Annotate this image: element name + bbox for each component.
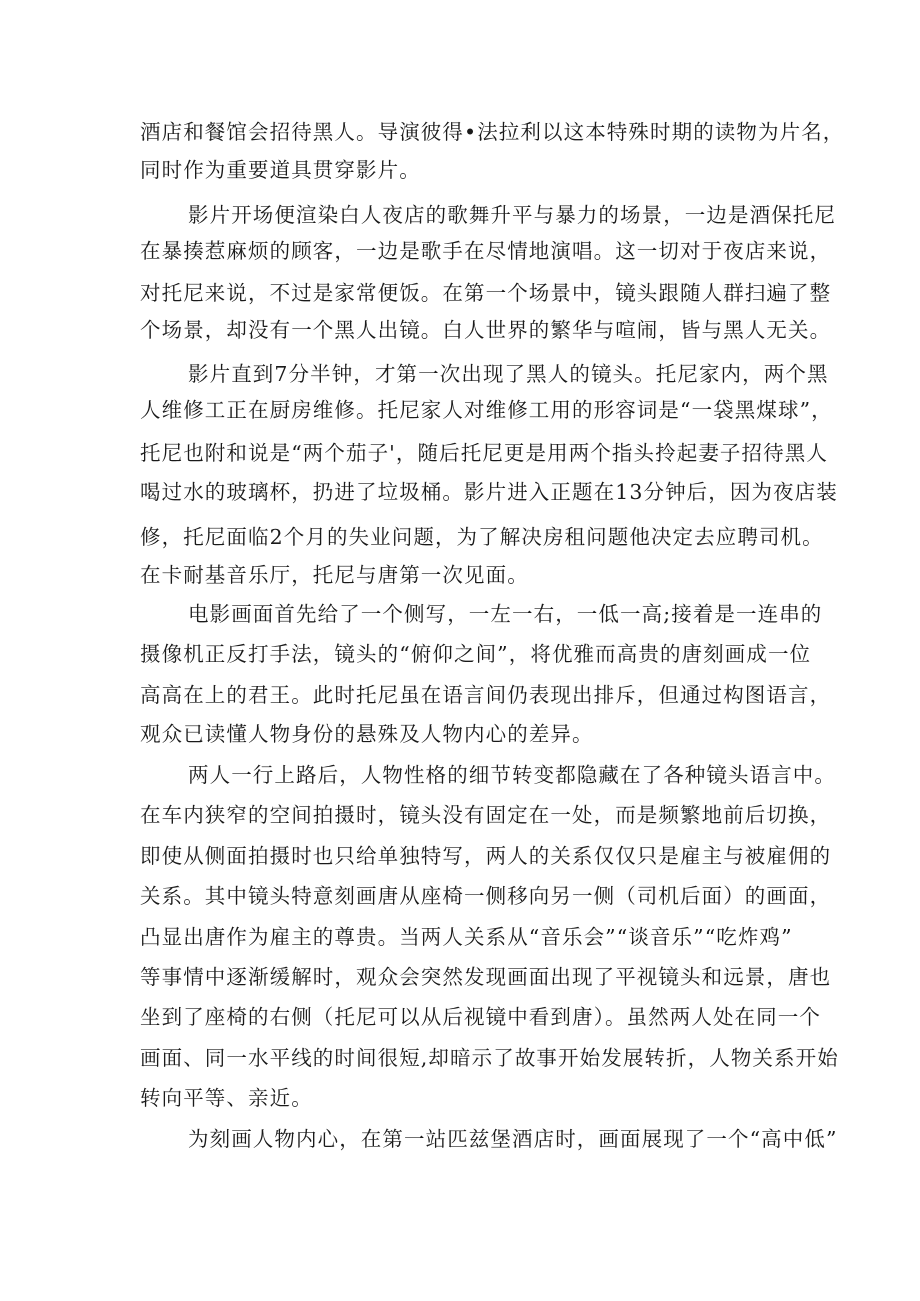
text-line: 即使从侧面拍摄时也只给单独特写，两人的关系仅仅只是雇主与被雇佣的 xyxy=(140,844,832,868)
text-line: 关系。其中镜头特意刻画唐从座椅一侧移向另一侧（司机后面）的画面， xyxy=(140,884,832,908)
text-line: 转向平等、亲近。 xyxy=(140,1086,313,1110)
paragraph-start-line: 影片直到7分半钟，才第一次出现了黑人的镜头。托尼家内，两个黑 xyxy=(188,362,829,386)
text-line: 人维修工正在厨房维修。托尼家人对维修工用的形容词是“一袋黑煤球”， xyxy=(140,398,833,422)
paragraph-start-line: 电影画面首先给了一个侧写，一左一右，一低一高;接着是一连串的 xyxy=(188,602,823,626)
paragraph-start-line: 影片开场便渲染白人夜店的歌舞升平与暴力的场景，一边是酒保托尼 xyxy=(188,203,836,227)
text-line: 高高在上的君王。此时托尼虽在语言间仍表现出排斥，但通过构图语言， xyxy=(140,683,832,707)
text-line: 托尼也附和说是“两个茄子'，随后托尼更是用两个指头拎起妻子招待黑人 xyxy=(140,441,828,465)
text-line: 在卡耐基音乐厅，托尼与唐第一次见面。 xyxy=(140,563,529,587)
text-line: 喝过水的玻璃杯，扔进了垃圾桶。影片进入正题在13分钟后，因为夜店装 xyxy=(140,480,838,504)
paragraph-start-line: 为刻画人物内心，在第一站匹兹堡酒店时，画面展现了一个“高中低” xyxy=(188,1127,838,1151)
text-line: 等事情中逐渐缓解时，观众会突然发现画面出现了平视镜头和远景，唐也 xyxy=(140,965,832,989)
text-line: 摄像机正反打手法，镜头的“俯仰之间”，将优雅而高贵的唐刻画成一位 xyxy=(140,642,812,666)
text-line: 在暴揍惹麻烦的顾客，一边是歌手在尽情地演唱。这一切对于夜店来说， xyxy=(140,239,832,263)
text-line: 同时作为重要道具贯穿影片。 xyxy=(140,158,421,182)
text-line: 修，托尼面临2个月的失业问题，为了解决房租问题他决定去应聘司机。 xyxy=(140,525,824,549)
text-line: 画面、同一水平线的时间很短,却暗示了故事开始发展转折，人物关系开始 xyxy=(140,1046,839,1070)
paragraph-start-line: 两人一行上路后，人物性格的细节转变都隐藏在了各种镜头语言中。 xyxy=(188,763,836,787)
text-line: 凸显出唐作为雇主的尊贵。当两人关系从“音乐会”“谈音乐”“吃炸鸡” xyxy=(140,925,793,949)
text-line: 对托尼来说，不过是家常便饭。在第一个场景中，镜头跟随人群扫遍了整 xyxy=(140,281,832,305)
text-line: 酒店和餐馆会招待黑人。导演彼得•法拉利以这本特殊时期的读物为片名， xyxy=(140,120,845,144)
text-line: 在车内狭窄的空间拍摄时，镜头没有固定在一处，而是频繁地前后切换， xyxy=(140,803,832,827)
text-line: 个场景，却没有一个黑人出镜。白人世界的繁华与喧闹，皆与黑人无关。 xyxy=(140,318,832,342)
text-line: 观众已读懂人物身份的悬殊及人物内心的差异。 xyxy=(140,722,594,746)
text-line: 坐到了座椅的右侧（托尼可以从后视镜中看到唐）。虽然两人处在同一个 xyxy=(140,1005,821,1029)
